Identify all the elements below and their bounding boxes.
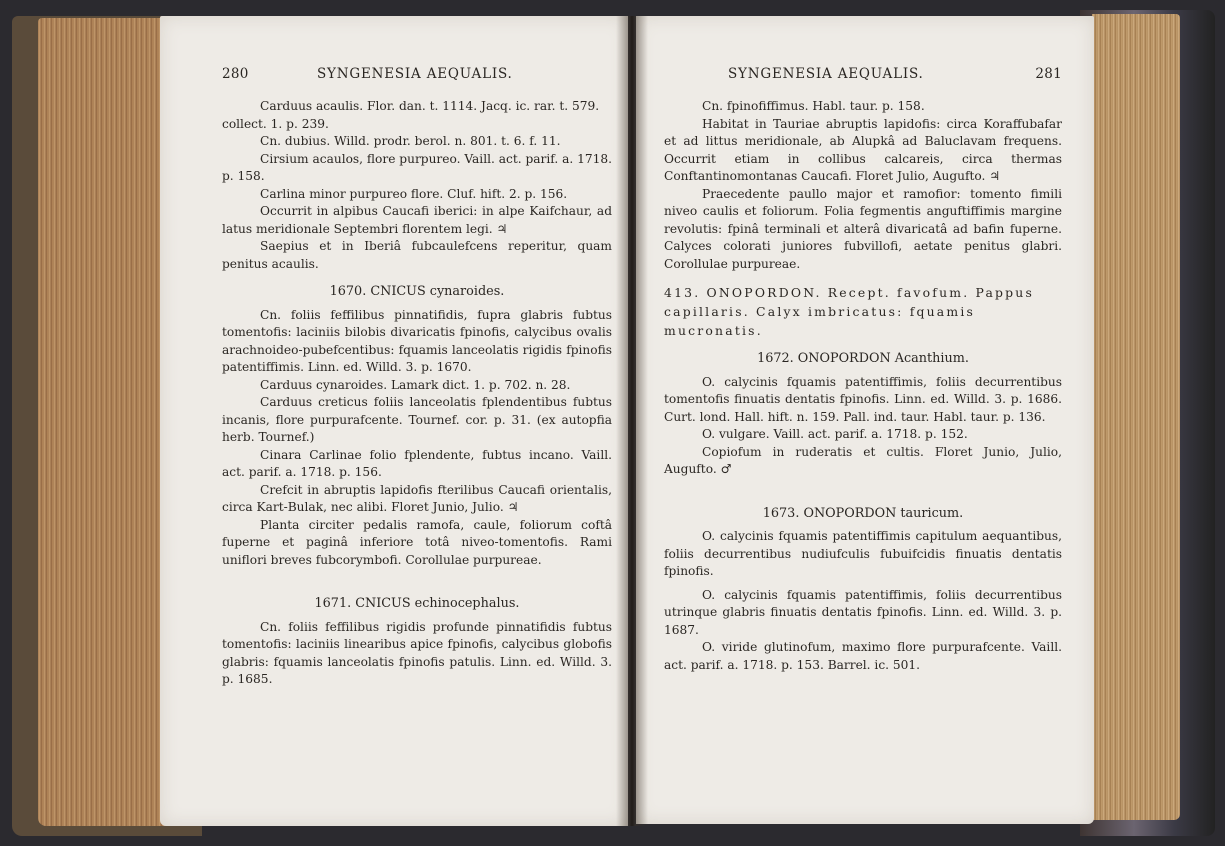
synonym-line: p. 158. — [222, 169, 265, 183]
synonym-line: Carduus creticus foliis lanceolatis fplendentibus fubtus incanis, flore purpurafcente. Tournef. cor. p. 31. (ex autopfia herb. Tournef.) — [222, 395, 612, 444]
left-page-header — [222, 66, 612, 88]
species-heading: 1671. CNICUS echinocephalus. — [314, 596, 520, 611]
diagnosis-paragraph: Cn. foliis feffilibus rigidis profunde pinnatifidis fubtus tomentofis: laciniis linearibus apice fpinofis, calycibus globofis glabris: fquamis lanceolatis fpinofis patulis. Linn. ed. Willd. 3. p. 1685. — [222, 619, 612, 686]
synonym-line: O. vulgare. Vaill. act. parif. a. 1718. p. 152. — [702, 427, 968, 441]
synonym-line: Carduus acaulis. Flor. dan. t. 1114. Jacq. ic. rar. t. 579. — [260, 99, 600, 113]
running-title: SYNGENESIA AEQUALIS. — [728, 66, 924, 82]
synonym-line: O. calycinis fquamis patentiffimis, foliis decurrentibus utrinque glabris finuatis dentatis fpinofis. Linn. ed. Willd. 3. p. 1687. — [664, 587, 1062, 637]
right-page-header — [664, 66, 1062, 88]
species-heading: 1672. ONOPORDON Acanthium. — [757, 351, 969, 366]
species-heading: 1670. CNICUS cynaroides. — [329, 284, 505, 299]
species-heading: 1673. ONOPORDON tauricum. — [762, 505, 964, 521]
synonym-line: Carlina minor purpureo flore. Cluf. hift. 2. p. 156. — [260, 186, 568, 201]
diagnosis-paragraph: O. calycinis fquamis patentiffimis, foliis decurrentibus tomentofis finuatis dentatis fpinofis. Linn. ed. Willd. 3. p. 1686. Curt. lond. Hall. hift. n. 159. Pall. ind. taur. Habl. taur. p. 136. — [664, 374, 1062, 424]
synonym-line: Cirsium acaulos, flore purpureo. Vaill. act. parif. a. 1718. — [260, 151, 612, 166]
description-paragraph: Planta circiter pedalis ramofa, caule, foliorum coftâ fuperne et paginâ inferiore totâ niveo-tomentofis. Rami uniflori breves fubcorymbofi. Corollulae purpureae. — [222, 517, 612, 567]
synonym-line: collect. 1. p. 239. — [222, 116, 329, 131]
habitat-paragraph: Copiofum in ruderatis et cultis. Floret Junio, Julio, Augufto. ♂ — [664, 444, 1062, 476]
synonym-line: Carduus cynaroides. Lamark dict. 1. p. 702. n. 28. — [260, 377, 571, 392]
diagnosis-paragraph: Cn. foliis feffilibus pinnatifidis, fupra glabris fubtus tomentofis: laciniis bilobis divaricatis fpinofis, calycibus ovalis arachnoideo-pubefcentibus: fquamis lanceolatis rigidis fpinofis patentiffimis. Linn. ed. Willd. 3. p. 1670. — [222, 307, 612, 374]
diagnosis-paragraph: O. calycinis fquamis patentiffimis capitulum aequantibus, foliis decurrentibus nudiufculis fubuifcidis finuatis dentatis fpinofis. — [664, 529, 1062, 578]
genus-heading: 413. ONOPORDON. Recept. favofum. Pappus capillaris. Calyx imbricatus: fquamis mucronatis. — [664, 285, 1035, 338]
left-page-text — [222, 66, 612, 689]
book-gutter — [616, 16, 648, 826]
note-paragraph: Saepius et in Iberiâ fubcaulefcens reperitur, quam penitus acaulis. — [222, 239, 612, 271]
page-number: 281 — [1035, 66, 1062, 82]
synonym-line: Cinara Carlinae folio fplendente, fubtus incano. Vaill. act. parif. a. 1718. p. 156. — [222, 447, 612, 479]
description-paragraph: Praecedente paullo major et ramofior: tomento fimili niveo caulis et foliorum. Folia fegmentis anguftiffimis margine revolutis: fpinâ terminali et alterâ divaricatâ ad bafin fuperne. Calyces colorati juniores fubvillofi, aetate penitus glabri. Corollulae purpureae. — [664, 186, 1062, 271]
page-edges-left — [38, 18, 174, 826]
synonym-line: Cn. fpinofiffimus. Habl. taur. p. 158. — [702, 99, 925, 113]
habitat-paragraph: Habitat in Tauriae abruptis lapidofis: circa Koraffubafar et ad littus meridionale, ab Alupkâ ad Baluclavam frequens. Occurrit etiam in collibus calcareis, circa thermas Conftantinomontanas Caucafi. Floret Julio, Augufto. ♃ — [664, 116, 1062, 183]
page-number: 280 — [222, 66, 249, 82]
synonym-line: Cn. dubius. Willd. prodr. berol. n. 801. t. 6. f. 11. — [260, 134, 561, 148]
running-title: SYNGENESIA AEQUALIS. — [317, 66, 513, 82]
page-edges-right — [1092, 14, 1180, 820]
habitat-paragraph: Occurrit in alpibus Caucafi iberici: in alpe Kaifchaur, ad latus meridionale Septembri florentem legi. ♃ — [222, 204, 612, 236]
habitat-paragraph: Crefcit in abruptis lapidofis fterilibus Caucafi orientalis, circa Kart-Bulak, nec alibi. Floret Junio, Julio. ♃ — [222, 482, 612, 514]
synonym-line: O. viride glutinofum, maximo flore purpurafcente. Vaill. act. parif. a. 1718. p. 153. Barrel. ic. 501. — [664, 640, 1062, 672]
right-page-text — [664, 66, 1062, 674]
